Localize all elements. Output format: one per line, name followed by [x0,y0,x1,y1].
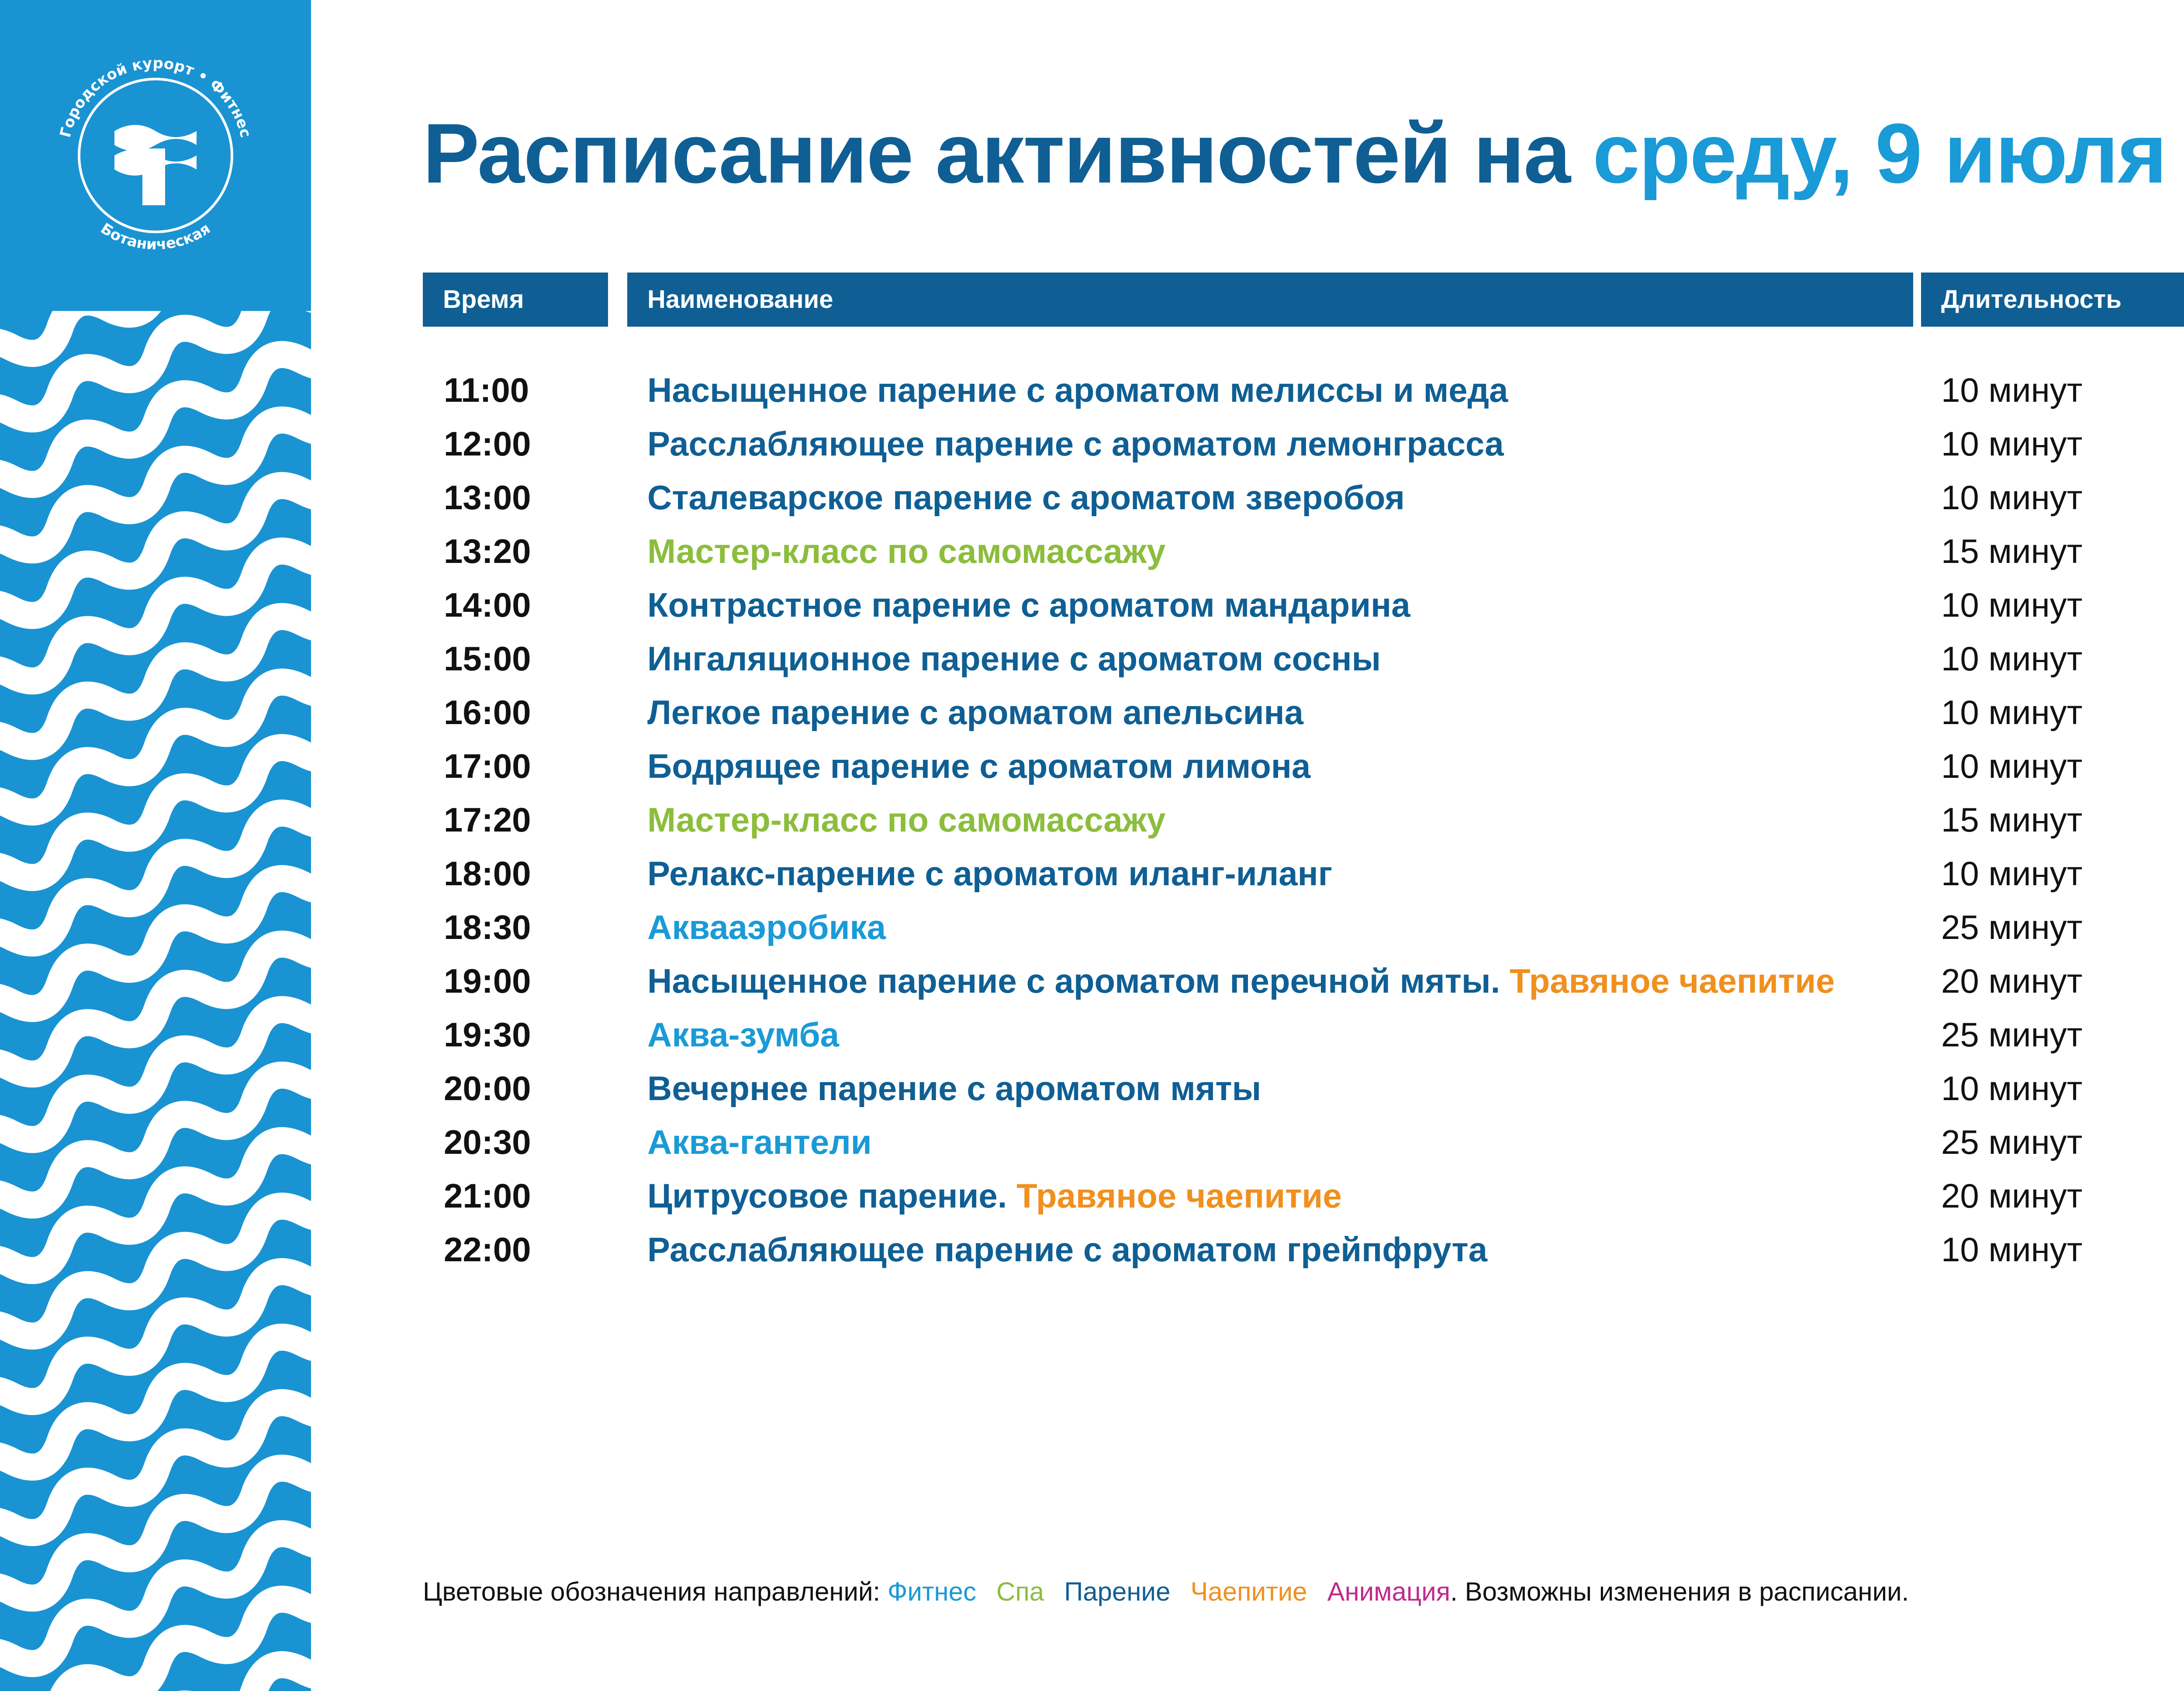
row-time: 18:00 [444,854,531,893]
activity-steam-text: Вечернее парение с ароматом мяты [647,1069,1261,1108]
table-row [0,632,2184,686]
activity-steam-text: Насыщенное парение с ароматом перечной мяты. [647,962,1510,1000]
row-activity-name [647,1169,1342,1223]
page-title [423,105,2166,202]
row-time: 13:00 [444,478,531,517]
table-row [0,901,2184,954]
table-row [0,363,2184,417]
color-legend [423,1577,1909,1607]
activity-steam-text: Расслабляющее парение с ароматом грейпфрута [647,1230,1488,1269]
title-date: среду, 9 июля [1593,106,2167,201]
activity-steam-text: Цитрусовое парение. [647,1177,1017,1215]
title-main: Расписание активностей на [423,106,1593,201]
row-time: 12:00 [444,424,531,463]
row-activity-name [647,417,1504,471]
logo-block [0,0,311,311]
activity-fitness-text: Аквааэробика [647,908,886,946]
activity-steam-text: Релакс-парение с ароматом иланг-иланг [647,854,1333,893]
activity-steam-text: Расслабляющее парение с ароматом лемонграсса [647,424,1504,463]
row-activity-name [647,525,1166,578]
row-time: 22:00 [444,1230,531,1269]
table-row [0,1062,2184,1115]
header-name: Наименование [627,273,1913,327]
table-row [0,525,2184,578]
row-duration: 10 минут [1941,424,2083,463]
row-duration: 25 минут [1941,1123,2083,1161]
activity-spa-text: Мастер-класс по самомассажу [647,801,1166,839]
logo-ring-text: Городской курорт • Фитнес [56,54,255,139]
activity-steam-text: Сталеварское парение с ароматом зверобоя [647,478,1405,517]
row-duration: 10 минут [1941,639,2083,678]
row-time: 16:00 [444,693,531,732]
activity-steam-text: Легкое парение с ароматом апельсина [647,693,1304,732]
activity-tea-text: Травяное чаепитие [1509,962,1835,1000]
legend-spa: Спа [996,1577,1044,1606]
row-time: 17:20 [444,801,531,839]
svg-text:Городской курорт • Фитнес [57,55,255,139]
svg-text:Ботаническая [97,220,214,253]
row-time: 18:30 [444,908,531,946]
activity-steam-text: Ингаляционное парение с ароматом сосны [647,639,1381,678]
table-row [0,739,2184,793]
row-activity-name [647,578,1410,632]
table-row [0,793,2184,847]
logo-location-text: Ботаническая [97,220,214,254]
row-duration: 10 минут [1941,693,2083,732]
row-time: 11:00 [444,371,529,409]
row-activity-name [647,632,1381,686]
legend-fitness: Фитнес [887,1577,976,1606]
row-activity-name [647,954,1835,1008]
row-time: 20:30 [444,1123,531,1161]
row-activity-name [647,793,1166,847]
row-duration: 20 минут [1941,962,2083,1000]
legend-suffix: . Возможны изменения в расписании. [1450,1577,1909,1606]
table-row [0,1169,2184,1223]
row-activity-name [647,1115,872,1169]
table-row [0,1223,2184,1277]
activity-fitness-text: Аква-зумба [647,1015,840,1054]
row-activity-name [647,471,1405,525]
table-row [0,578,2184,632]
row-time: 13:20 [444,532,531,570]
activity-tea-text: Травяное чаепитие [1016,1177,1342,1215]
row-activity-name [647,847,1332,901]
row-activity-name [647,1008,839,1062]
row-duration: 10 минут [1941,1230,2083,1269]
table-row [0,847,2184,901]
row-time: 19:30 [444,1015,531,1054]
row-activity-name [647,363,1508,417]
table-row [0,954,2184,1008]
row-duration: 25 минут [1941,908,2083,946]
activity-steam-text: Бодрящее парение с ароматом лимона [647,747,1311,785]
row-time: 14:00 [444,586,531,624]
legend-tea: Чаепитие [1190,1577,1307,1606]
legend-prefix: Цветовые обозначения направлений: [423,1577,888,1606]
row-activity-name [647,901,886,954]
row-duration: 10 минут [1941,478,2083,517]
row-time: 21:00 [444,1177,531,1215]
row-activity-name [647,1062,1261,1115]
legend-steam: Парение [1064,1577,1171,1606]
table-row [0,1115,2184,1169]
row-duration: 20 минут [1941,1177,2083,1215]
row-duration: 15 минут [1941,532,2083,570]
activity-steam-text: Насыщенное парение с ароматом мелиссы и меда [647,371,1508,409]
row-duration: 10 минут [1941,1069,2083,1108]
legend-animation: Анимация [1327,1577,1451,1606]
header-duration: Длительность [1921,273,2184,327]
row-duration: 10 минут [1941,371,2083,409]
row-duration: 10 минут [1941,854,2083,893]
row-time: 20:00 [444,1069,531,1108]
table-row [0,471,2184,525]
row-duration: 10 минут [1941,586,2083,624]
table-row [0,686,2184,739]
row-time: 17:00 [444,747,531,785]
activity-steam-text: Контрастное парение с ароматом мандарина [647,586,1410,624]
row-activity-name [647,739,1310,793]
activity-fitness-text: Аква-гантели [647,1123,872,1161]
f-wave-logo-icon [0,0,311,311]
activity-spa-text: Мастер-класс по самомассажу [647,532,1166,570]
header-time: Время [423,273,608,327]
row-time: 15:00 [444,639,531,678]
row-duration: 15 минут [1941,801,2083,839]
row-time: 19:00 [444,962,531,1000]
row-activity-name [647,686,1303,739]
row-duration: 25 минут [1941,1015,2083,1054]
row-activity-name [647,1223,1487,1277]
row-duration: 10 минут [1941,747,2083,785]
table-row [0,1008,2184,1062]
table-row [0,417,2184,471]
